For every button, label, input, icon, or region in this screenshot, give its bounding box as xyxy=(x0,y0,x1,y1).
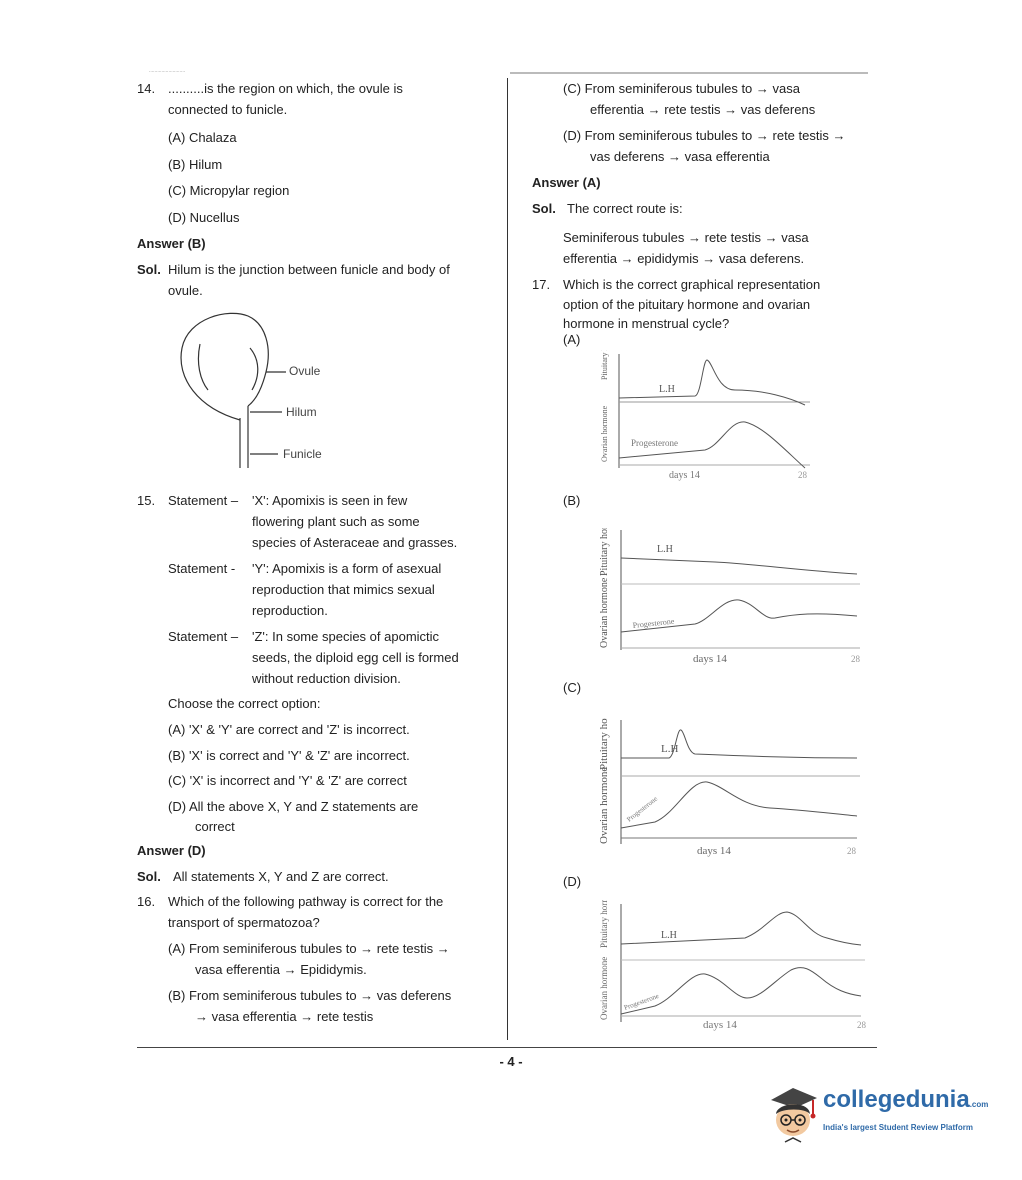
top-rule xyxy=(510,72,868,74)
progesterone-curve xyxy=(621,968,861,1014)
funicle-label: Funicle xyxy=(283,447,322,461)
days-label: days 14 xyxy=(703,1019,737,1031)
question-number: 17. xyxy=(532,277,551,292)
ovule-inner-left xyxy=(198,344,208,390)
route-line: efferentia → epididymis → vasa deferens. xyxy=(563,251,805,266)
end-day-label: 28 xyxy=(847,846,856,856)
statement-line: seeds, the diploid egg cell is formed xyxy=(252,650,459,665)
right-column xyxy=(532,78,877,334)
question-text: hormone in menstrual cycle? xyxy=(563,316,730,331)
route-line: Seminiferous tubules → rete testis → vasa xyxy=(563,230,809,245)
statement-label: Statement – xyxy=(168,629,239,644)
lh-label: L.H xyxy=(661,930,677,941)
question-text: Which of the following pathway is correct for the xyxy=(168,894,444,909)
option-d xyxy=(532,125,877,167)
header-scribble: .......................... xyxy=(149,68,186,74)
statement-line: reproduction that mimics sexual xyxy=(252,582,435,597)
axis-top-label: Pituitary hormone xyxy=(599,900,609,948)
question-text: Which is the correct graphical representation xyxy=(563,277,821,292)
axis-bottom-label: Ovarian hormone xyxy=(599,956,609,1020)
option-d-continued: correct xyxy=(195,819,235,834)
graph-c xyxy=(595,718,865,863)
statement-line: 'X': Apomixis is seen in few xyxy=(252,493,408,508)
option-c xyxy=(532,78,877,120)
ovule-inner-right xyxy=(250,348,258,390)
statement-line: species of Asteraceae and grasses. xyxy=(252,535,458,550)
question-text: transport of spermatozoa? xyxy=(168,915,320,930)
statement-line: 'Z': In some species of apomictic xyxy=(252,629,440,644)
statement-line: without reduction division. xyxy=(252,671,401,686)
brand-suffix: .com xyxy=(969,1100,989,1109)
lh-curve xyxy=(621,912,861,945)
progesterone-label: Progesterone xyxy=(632,616,675,630)
option-line: (B) From seminiferous tubules to → vas deferens xyxy=(168,988,452,1003)
graph-option-b-label: (B) xyxy=(563,493,581,508)
answer: Answer (A) xyxy=(532,175,601,190)
option-line: (C) From seminiferous tubules to → vasa xyxy=(563,81,800,96)
graph-d xyxy=(595,900,870,1035)
brand-name xyxy=(823,1086,988,1114)
question-14 xyxy=(137,78,482,301)
graph-option-a-label: (A) xyxy=(563,332,581,347)
option-d: (D) Nucellus xyxy=(168,209,240,225)
option-c: (C) 'X' is incorrect and 'Y' & 'Z' are correct xyxy=(168,773,407,788)
answer: Answer (D) xyxy=(137,843,206,858)
graph-option-d-label: (D) xyxy=(563,874,582,889)
lh-curve xyxy=(619,360,805,405)
left-column xyxy=(137,78,482,301)
end-day-label: 28 xyxy=(851,654,860,664)
sol-label: Sol. xyxy=(137,869,161,884)
ovule-label: Ovule xyxy=(289,364,321,378)
mascot-icon xyxy=(765,1074,821,1146)
option-line: (D) From seminiferous tubules to → rete testis → xyxy=(563,128,846,143)
statement-label: Statement – xyxy=(168,493,239,508)
option-b xyxy=(137,985,482,1027)
option-a: (A) 'X' & 'Y' are correct and 'Z' is incorrect. xyxy=(168,722,410,737)
progesterone-label: Progesterone xyxy=(622,991,661,1012)
answer: Answer (B) xyxy=(137,236,206,251)
statement-line: flowering plant such as some xyxy=(252,514,420,529)
option-a xyxy=(137,938,482,980)
page-number: - 4 - xyxy=(499,1054,523,1069)
sol-label: Sol. xyxy=(532,201,556,216)
lh-curve xyxy=(621,558,857,574)
solution-text: ovule. xyxy=(168,283,203,298)
option-b: (B) 'X' is correct and 'Y' & 'Z' are incorrect. xyxy=(168,747,410,763)
progesterone-label: Progesterone xyxy=(631,438,678,448)
option-line: efferentia → rete testis → vas deferens xyxy=(590,102,816,117)
lh-curve xyxy=(621,730,857,758)
question-16 xyxy=(137,891,482,1027)
statement-x xyxy=(168,490,482,553)
ovule-outer-outline xyxy=(181,313,268,420)
brand-tagline: India's largest Student Review Platform xyxy=(823,1123,973,1132)
brand-text: collegedunia xyxy=(823,1086,970,1113)
option-line: vas deferens → vasa efferentia xyxy=(590,149,770,164)
question-number: 16. xyxy=(137,894,156,909)
solution-text: All statements X, Y and Z are correct. xyxy=(173,869,389,884)
bottom-rule xyxy=(137,1047,877,1048)
axis-top-label: Pituitary hormone xyxy=(600,350,609,380)
option-line: vasa efferentia → Epididymis. xyxy=(195,962,367,977)
option-line: (A) From seminiferous tubules to → rete testis → xyxy=(168,941,450,956)
end-day-label: 28 xyxy=(798,470,807,480)
option-b: (B) Hilum xyxy=(168,156,223,172)
end-day-label: 28 xyxy=(857,1020,866,1030)
lh-label: L.H xyxy=(657,544,673,555)
axis-bottom-label: Ovarian hormone xyxy=(600,405,609,462)
statement-z xyxy=(168,626,482,689)
question-17 xyxy=(532,275,877,334)
option-d: (D) All the above X, Y and Z statements are xyxy=(168,798,419,814)
ovule-diagram xyxy=(168,308,368,478)
question-text: connected to funicle. xyxy=(168,102,288,117)
days-label: days 14 xyxy=(693,653,727,665)
days-label: days 14 xyxy=(697,845,731,857)
statement-label: Statement - xyxy=(168,561,236,576)
statement-line: reproduction. xyxy=(252,603,328,618)
statement-y xyxy=(168,558,482,621)
solution-text: Hilum is the junction between funicle and body of xyxy=(168,262,450,277)
statement-line: 'Y': Apomixis is a form of asexual xyxy=(252,561,442,576)
graph-a xyxy=(595,350,815,485)
lh-label: L.H xyxy=(659,384,675,395)
question-number: 14. xyxy=(137,81,156,96)
collegedunia-logo[interactable] xyxy=(765,1072,995,1152)
question-text: option of the pituitary hormone and ovarian xyxy=(563,296,811,312)
question-15 xyxy=(137,490,482,890)
axis-bottom-label: Ovarian hormone xyxy=(599,577,610,648)
progesterone-label: Progesterone xyxy=(625,794,660,824)
progesterone-curve xyxy=(621,782,857,828)
option-line: → vasa efferentia → rete testis xyxy=(195,1009,374,1024)
graph-option-c-label: (C) xyxy=(563,680,582,695)
question-text: ..........is the region on which, the ovule is xyxy=(168,81,403,96)
days-label: days 14 xyxy=(669,470,700,481)
question-number: 15. xyxy=(137,493,156,508)
option-c: (C) Micropylar region xyxy=(168,183,290,198)
sol-label: Sol. xyxy=(137,262,161,277)
column-divider xyxy=(507,78,508,1040)
lh-label: L.H xyxy=(661,743,679,755)
graph-b xyxy=(595,528,865,668)
hilum-label: Hilum xyxy=(286,405,317,419)
solution-text: The correct route is: xyxy=(567,201,683,216)
option-a: (A) Chalaza xyxy=(168,130,237,145)
axis-top-label: Pituitary hormone xyxy=(599,528,610,576)
question-prompt: Choose the correct option: xyxy=(168,696,321,711)
axis-top-label: Pituitary hormone xyxy=(598,718,610,770)
axis-bottom-label: Ovarian hormone xyxy=(598,766,610,844)
